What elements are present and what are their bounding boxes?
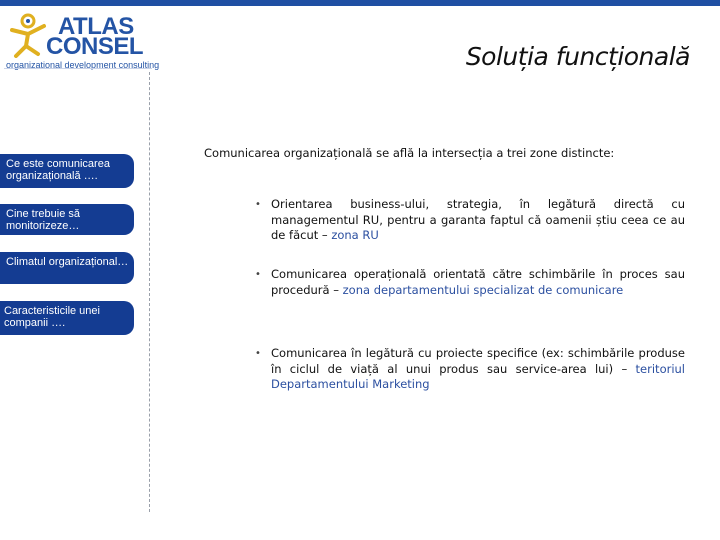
bullet-highlight: zona departamentului specializat de comunicare — [342, 282, 624, 297]
bullet-text: Comunicarea în legătură cu proiecte specifice (ex: schimbările produse în ciclul de viață al unui produs sau service-area lui) – — [271, 346, 685, 376]
intro-text: Comunicarea organizațională se află la intersecția a trei zone distincte: — [204, 146, 615, 160]
logo-tagline: organizational development consulting — [6, 60, 160, 70]
bullet-icon: • — [255, 199, 261, 210]
sidebar-item-company-characteristics[interactable]: Caracteristicile unei companii …. — [0, 301, 134, 335]
sidebar-item-who-monitors[interactable]: Cine trebuie să monitorizeze… — [0, 204, 134, 235]
bullet-highlight: zona RU — [331, 228, 379, 242]
logo-divider — [4, 68, 152, 69]
bullet-highlight: teritoriul Departamentului Marketing — [271, 361, 686, 391]
sidebar-item-what-is-communication[interactable]: Ce este comunicarea organizațională …. — [0, 154, 134, 188]
sidebar-item-organizational-climate[interactable]: Climatul organizațional… — [0, 252, 134, 284]
bullet-text: Comunicarea operațională orientată către schimbările în proces sau procedură – — [271, 267, 685, 297]
bullet-text: Orientarea business-ului, strategia, în legătură directă cu managementul RU, pentru a garanta faptul că oamenii știu ceea ce au de făcut – — [271, 197, 685, 242]
vertical-divider — [149, 72, 150, 512]
company-logo — [6, 12, 160, 70]
list-item — [255, 267, 685, 298]
list-item — [255, 197, 685, 244]
bullet-icon: • — [255, 348, 261, 359]
page-title: Soluția funcțională — [465, 42, 690, 71]
logo-word-consel: CONSEL — [46, 33, 144, 60]
bullet-icon: • — [255, 269, 261, 280]
top-accent-bar — [0, 0, 720, 6]
logo-figure-icon — [6, 12, 50, 58]
logo-word-atlas: ATLAS — [58, 13, 134, 40]
list-item — [255, 346, 686, 393]
